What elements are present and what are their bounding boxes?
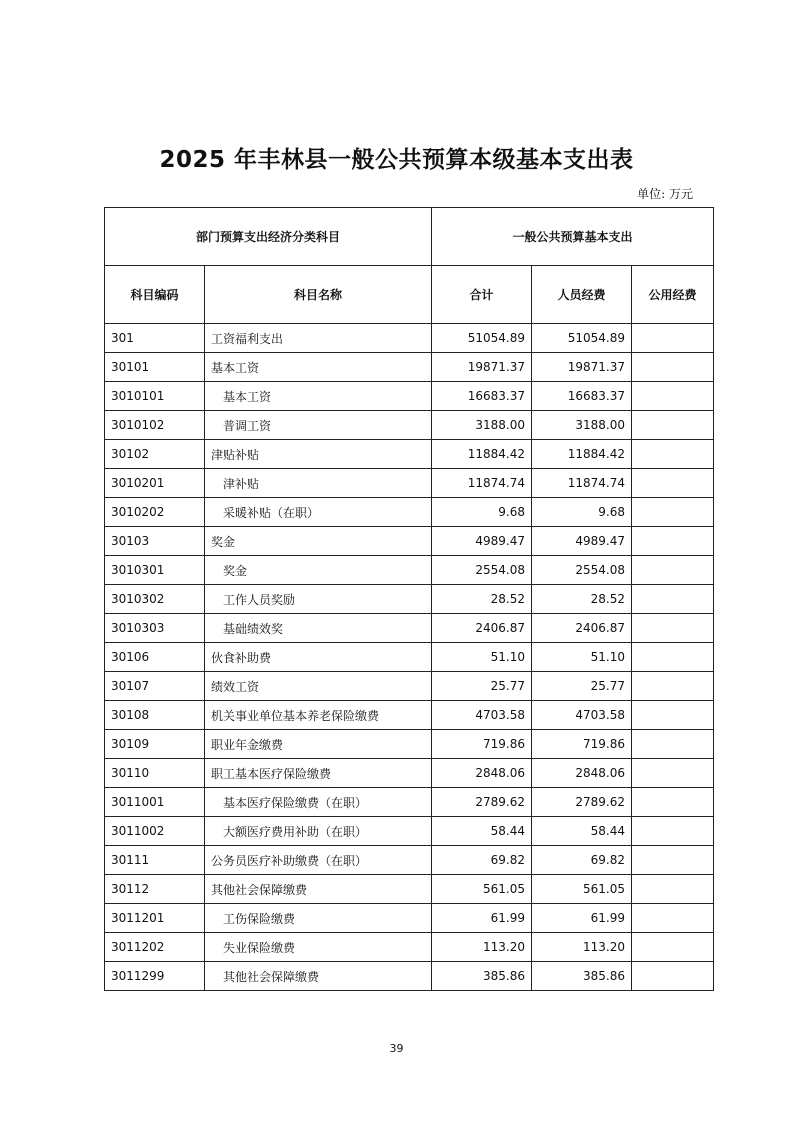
cell-code: 30111 <box>105 846 205 875</box>
cell-name: 采暖补贴（在职） <box>205 498 432 527</box>
cell-code: 3010302 <box>105 585 205 614</box>
cell-code: 3010303 <box>105 614 205 643</box>
cell-code: 30109 <box>105 730 205 759</box>
cell-name: 基础绩效奖 <box>205 614 432 643</box>
cell-name: 工伤保险缴费 <box>205 904 432 933</box>
cell-personnel: 2406.87 <box>532 614 632 643</box>
cell-code: 3010102 <box>105 411 205 440</box>
cell-public <box>632 614 714 643</box>
cell-name: 伙食补助费 <box>205 643 432 672</box>
table-row <box>105 556 714 585</box>
cell-name: 基本工资 <box>205 353 432 382</box>
cell-code: 30106 <box>105 643 205 672</box>
header-economic-classification: 部门预算支出经济分类科目 <box>105 208 432 266</box>
header-basic-expenditure: 一般公共预算基本支出 <box>432 208 714 266</box>
header-code: 科目编码 <box>105 266 205 324</box>
cell-total: 16683.37 <box>432 382 532 411</box>
table-row <box>105 643 714 672</box>
cell-name: 其他社会保障缴费 <box>205 962 432 991</box>
table-row <box>105 498 714 527</box>
table-row <box>105 585 714 614</box>
cell-code: 3010201 <box>105 469 205 498</box>
cell-code: 30112 <box>105 875 205 904</box>
table-row <box>105 933 714 962</box>
table-row <box>105 469 714 498</box>
table-row <box>105 962 714 991</box>
cell-public <box>632 962 714 991</box>
cell-total: 51054.89 <box>432 324 532 353</box>
header-personnel: 人员经费 <box>532 266 632 324</box>
cell-total: 4703.58 <box>432 701 532 730</box>
cell-code: 30110 <box>105 759 205 788</box>
cell-public <box>632 730 714 759</box>
cell-total: 4989.47 <box>432 527 532 556</box>
cell-code: 30107 <box>105 672 205 701</box>
cell-name: 工资福利支出 <box>205 324 432 353</box>
cell-name: 机关事业单位基本养老保险缴费 <box>205 701 432 730</box>
page-title: 2025 年丰林县一般公共预算本级基本支出表 <box>159 147 634 173</box>
cell-personnel: 4703.58 <box>532 701 632 730</box>
cell-public <box>632 817 714 846</box>
cell-public <box>632 382 714 411</box>
cell-name: 公务员医疗补助缴费（在职） <box>205 846 432 875</box>
table-row <box>105 440 714 469</box>
cell-name: 其他社会保障缴费 <box>205 875 432 904</box>
cell-total: 2554.08 <box>432 556 532 585</box>
cell-code: 301 <box>105 324 205 353</box>
cell-public <box>632 440 714 469</box>
cell-name: 职业年金缴费 <box>205 730 432 759</box>
cell-code: 3011201 <box>105 904 205 933</box>
cell-code: 30102 <box>105 440 205 469</box>
cell-public <box>632 556 714 585</box>
cell-total: 9.68 <box>432 498 532 527</box>
table-header-row <box>105 266 714 324</box>
page-number: 39 <box>389 1042 404 1055</box>
table-row <box>105 788 714 817</box>
table-row <box>105 614 714 643</box>
table-row <box>105 353 714 382</box>
cell-personnel: 25.77 <box>532 672 632 701</box>
table-row <box>105 411 714 440</box>
cell-code: 3010202 <box>105 498 205 527</box>
cell-personnel: 51.10 <box>532 643 632 672</box>
table-row <box>105 730 714 759</box>
cell-code: 30103 <box>105 527 205 556</box>
cell-public <box>632 933 714 962</box>
cell-code: 30108 <box>105 701 205 730</box>
cell-personnel: 11874.74 <box>532 469 632 498</box>
cell-total: 51.10 <box>432 643 532 672</box>
cell-public <box>632 353 714 382</box>
cell-personnel: 385.86 <box>532 962 632 991</box>
cell-code: 3010101 <box>105 382 205 411</box>
cell-total: 69.82 <box>432 846 532 875</box>
cell-name: 绩效工资 <box>205 672 432 701</box>
cell-code: 3010301 <box>105 556 205 585</box>
cell-public <box>632 759 714 788</box>
cell-total: 2848.06 <box>432 759 532 788</box>
table-row <box>105 875 714 904</box>
table-row <box>105 382 714 411</box>
cell-personnel: 28.52 <box>532 585 632 614</box>
cell-name: 基本工资 <box>205 382 432 411</box>
header-total: 合计 <box>432 266 532 324</box>
cell-name: 津补贴 <box>205 469 432 498</box>
cell-total: 28.52 <box>432 585 532 614</box>
cell-total: 25.77 <box>432 672 532 701</box>
cell-personnel: 113.20 <box>532 933 632 962</box>
cell-public <box>632 585 714 614</box>
cell-public <box>632 498 714 527</box>
header-public: 公用经费 <box>632 266 714 324</box>
table-row <box>105 904 714 933</box>
cell-total: 61.99 <box>432 904 532 933</box>
cell-name: 大额医疗费用补助（在职） <box>205 817 432 846</box>
cell-total: 58.44 <box>432 817 532 846</box>
cell-personnel: 58.44 <box>532 817 632 846</box>
cell-personnel: 61.99 <box>532 904 632 933</box>
cell-public <box>632 643 714 672</box>
cell-code: 30101 <box>105 353 205 382</box>
cell-personnel: 9.68 <box>532 498 632 527</box>
cell-name: 普调工资 <box>205 411 432 440</box>
cell-name: 津贴补贴 <box>205 440 432 469</box>
header-name: 科目名称 <box>205 266 432 324</box>
cell-total: 113.20 <box>432 933 532 962</box>
table-row <box>105 701 714 730</box>
cell-public <box>632 324 714 353</box>
cell-total: 719.86 <box>432 730 532 759</box>
cell-total: 561.05 <box>432 875 532 904</box>
cell-personnel: 16683.37 <box>532 382 632 411</box>
cell-total: 11884.42 <box>432 440 532 469</box>
cell-total: 2406.87 <box>432 614 532 643</box>
cell-code: 3011299 <box>105 962 205 991</box>
cell-name: 奖金 <box>205 556 432 585</box>
cell-total: 385.86 <box>432 962 532 991</box>
cell-public <box>632 411 714 440</box>
cell-name: 职工基本医疗保险缴费 <box>205 759 432 788</box>
cell-public <box>632 875 714 904</box>
cell-public <box>632 672 714 701</box>
cell-name: 工作人员奖励 <box>205 585 432 614</box>
cell-name: 失业保险缴费 <box>205 933 432 962</box>
table-row <box>105 672 714 701</box>
cell-code: 3011002 <box>105 817 205 846</box>
cell-personnel: 3188.00 <box>532 411 632 440</box>
cell-personnel: 2848.06 <box>532 759 632 788</box>
cell-public <box>632 527 714 556</box>
table-row <box>105 846 714 875</box>
table-row <box>105 817 714 846</box>
table-row <box>105 324 714 353</box>
cell-code: 3011001 <box>105 788 205 817</box>
cell-personnel: 561.05 <box>532 875 632 904</box>
cell-personnel: 2789.62 <box>532 788 632 817</box>
cell-total: 11874.74 <box>432 469 532 498</box>
cell-public <box>632 788 714 817</box>
cell-personnel: 19871.37 <box>532 353 632 382</box>
cell-total: 2789.62 <box>432 788 532 817</box>
cell-personnel: 11884.42 <box>532 440 632 469</box>
table-header-group-row <box>105 208 714 266</box>
cell-personnel: 69.82 <box>532 846 632 875</box>
cell-personnel: 4989.47 <box>532 527 632 556</box>
cell-public <box>632 846 714 875</box>
cell-total: 19871.37 <box>432 353 532 382</box>
table-row <box>105 527 714 556</box>
cell-total: 3188.00 <box>432 411 532 440</box>
cell-personnel: 719.86 <box>532 730 632 759</box>
cell-personnel: 51054.89 <box>532 324 632 353</box>
table-body <box>105 324 714 991</box>
cell-name: 基本医疗保险缴费（在职） <box>205 788 432 817</box>
cell-name: 奖金 <box>205 527 432 556</box>
cell-public <box>632 701 714 730</box>
cell-public <box>632 904 714 933</box>
budget-table <box>104 207 714 991</box>
cell-public <box>632 469 714 498</box>
unit-label: 单位: 万元 <box>637 187 693 201</box>
cell-personnel: 2554.08 <box>532 556 632 585</box>
cell-code: 3011202 <box>105 933 205 962</box>
table-row <box>105 759 714 788</box>
